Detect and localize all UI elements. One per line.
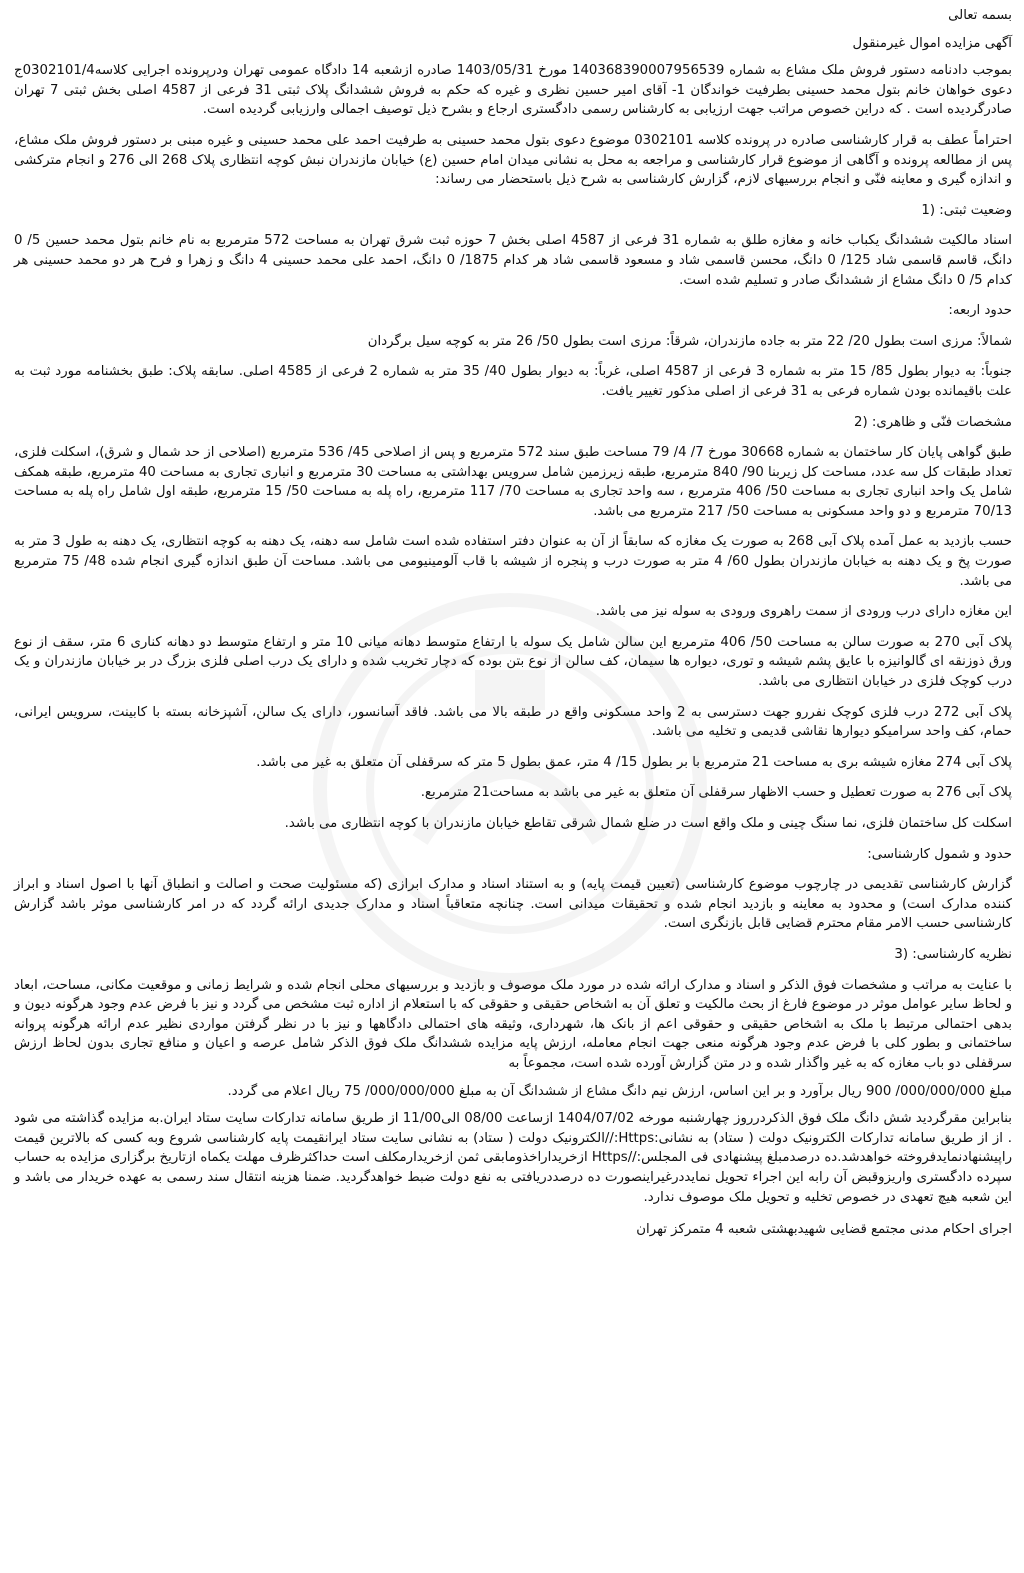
page-title: آگهی مزایده اموال غیرمنقول [852, 35, 1012, 51]
boundaries-south-west: جنوباً: به دیوار بطول 85/ 15 متر به شماره 3 فرعی از 4587 اصلی، غرباً: به دیوار بطول 40/ 35 متر به شماره 2 فرعی از 4585 اصلی. سابقه پلاک: طبق بخشنامه مورد ثبت به علت باقیمانده بودن شماره فرعی به 31 فرعی از اصلی مذکور تغییر یافت. [14, 364, 1012, 399]
plate-272-description: پلاک آبی 272 درب فلزی کوچک نفررو جهت دسترسی به 2 واحد مسکونی واقع در طبقه بالا می باشد. فاقد آسانسور، دارای یک سالن، آشپزخانه بسته با کابینت، سرویس ایرانی، حمام، کف واحد سرامیکو دیوارها نقاشی قدیمی و تخلیه می باشد. [14, 704, 1012, 740]
plate-270-description: پلاک آبی 270 به صورت سالن به مساحت 50/ 406 مترمربع این سالن شامل یک سوله با ارتفاع متوسط دهانه میانی 10 متر و ارتفاع متوسط دو دهانه کناری 6 متر، سقف از نوع ورق ذوزنقه ای گالوانیزه با عایق پشم شیشه و توری، دیواره ها سیمان، کف سالن از نوع بتن بوده که دچار تخریب شده و دارای یک درب اصلی فلزی بزرگ در بر خیابان مازندران و یک درب کوچک فلزی در خیابان انتظاری می باشد. [14, 634, 1013, 690]
issuing-office: اجرای احکام مدنی مجتمع قضایی شهیدبهشتی شعبه 4 متمرکز تهران [636, 1222, 1012, 1238]
technical-specs-heading: مشخصات فنّی و ظاهری: (2 [854, 414, 1012, 430]
expert-opinion-body: با عنایت به مراتب و مشخصات فوق الذکر و اسناد و مدارک ارائه شده در مورد ملک موصوف و بازدید و بررسیهای محلی انجام شده و شرایط زمانی و موقعیت مکانی، مساحت، ابعاد و لحاظ سایر عوامل موثر در موضوع فارغ از بحث مالکیت و تعلق آن به اشخاص حقیقی و حقوقی که با استعلام از اداره ثبت مشخص می گردد و نیز با فرض عدم وجود هرگونه دیون و بدهی احتمالی مرتبط با ملک به اشخاص حقیقی و حقوقی اعم از بانک ها، شهرداری، وثیقه های احتمالی دادگاهها و نیز با در نظر گرفتن مواردی نظیر عدم ارائه هرگونه پروانه ساختمانی و بطور کلی با فرض عدم وجود هرگونه منعی جهت انجام معامله، ارزش پایه مزایده ششدانگ ملک فوق الذکر شامل عرصه و اعیان و منافع تجاری بدون لحاظ ارزش سرقفلی دو باب مغازه که به غیر واگذار شده و در متن گزارش آورده شده است، مجموعاً به [14, 977, 1012, 1071]
expert-opinion-heading: نظریه کارشناسی: (3 [894, 946, 1012, 962]
registration-status-body: اسناد مالکیت ششدانگ یکباب خانه و مغازه طلق به شماره 31 فرعی از 4587 اصلی بخش 7 حوزه ثبت شرق تهران به مساحت 572 مترمربع به نام خانم بتول محمد حسین 5/ 0 دانگ، قاسم قاسمی شاد 125/ 0 دانگ، محسن قاسمی شاد و مسعود قاسمی شاد هر کدام 1875/ 0 دانگ، احمد علی محمد حسینی 4 دانگ و زهرا و فرح هر دو محمد حسینی هر کدام 5/ 0 دانگ مشاع از ششدانگ صادر و تسلیم شده است. [14, 233, 1013, 288]
registration-status-heading: وضعیت ثبتی: (1 [921, 202, 1012, 218]
boundaries-north-east: شمالاً: مرزی است بطول 20/ 22 متر به جاده مازندران، شرقاً: مرزی است بطول 50/ 26 متر به کوچه سیل برگردان [367, 333, 1012, 349]
scope-heading: حدود و شمول کارشناسی: [867, 846, 1012, 862]
salutation: بسمه تعالی [948, 8, 1012, 23]
building-skeleton-note: اسکلت کل ساختمان فلزی، نما سنگ چینی و ملک واقع است در ضلع شمال شرقی تقاطع خیابان مازندران با کوچه انتظاری می باشد. [284, 816, 1012, 831]
scope-body: گزارش کارشناسی تقدیمی در چارچوب موضوع کارشناسی (تعیین قیمت پایه) و به استناد اسناد و مدارک ابرازی (که مسئولیت صحت و اصالت و انطباق آنها با اصول اسناد و ابراز کننده مدارک است) و محدود به معاینه و بازدید انجام شده و تحقیقات میدانی است. چنانچه متعاقباً اسناد و مدارک جدیدی ارائه گردد که در امر کارشناسی موثر باشد گزارش کارشناسی حسب الامر مقام محترم قضایی قابل بازنگری است. [14, 877, 1012, 932]
shop-entrance-note: این مغازه دارای درب ورودی از سمت راهروی ورودی به سوله نیز می باشد. [595, 604, 1012, 620]
valuation-statement: مبلغ 000/000/000/ 900 ریال برآورد و بر این اساس، ارزش نیم دانگ مشاع از ششدانگ آن به مبلغ 000/000/000/ 75 ریال اعلام می گردد. [227, 1083, 1012, 1099]
boundaries-heading: حدود اربعه: [948, 303, 1012, 319]
plate-274-description: پلاک آبی 274 مغازه شیشه بری به مساحت 21 مترمربع با بر بطول 15/ 4 متر، عمق بطول 5 متر که سرقفلی آن متعلق به غیر می باشد. [256, 754, 1012, 770]
expert-intro-paragraph: احتراماً عطف به قرار کارشناسی صادره در پرونده کلاسه 0302101 موضوع دعوی بتول محمد حسینی به طرفیت احمد علی محمد حسینی و غیره مبنی بر دستور فروش ملک مشاع، پس از مطالعه پرونده و آگاهی از موضوع قرار کارشناسی و مراجعه به محل به نشانی میدان امام حسین (ع) خیابان مازندران نبش کوچه انتظاری پلاک 268 الی 276 و انجام مترکشی و اندازه گیری و معاینه فنّی و انجام بررسیهای لازم، گزارش کارشناسی به شرح ذیل باستحضار می رساند: [14, 132, 1012, 188]
plate-268-description: حسب بازدید به عمل آمده پلاک آبی 268 به صورت یک مغازه که سابقاً از آن به عنوان دفتر استفاده شده است شامل سه دهنه، یک دهنه به کوچه انتظاری، یک دهنه به طول 3 متر به صورت پخ و یک دهنه به خیابان مازندران بطول 60/ 4 متر به صورت درب و پنجره از شیشه با قاب آلومینیومی می باشد. مساحت آن طبق اندازه گیری انجام شده 48/ 75 مترمربع می باشد. [14, 534, 1012, 589]
auction-terms: بنابراین مقرگردید شش دانگ ملک فوق الذکردرروز چهارشنبه مورخه 1404/07/02 ازساعت 08/00 الی11/00 از طریق سامانه تدارکات سایت ستاد ایران.به مزایده گذاشته می شود . از از طریق سامانه تدارکات الکترونیک دولت ( ستاد) به نشانی:Https://الکترونیک دولت ( ستاد) به نشانی سایت ستاد ایرانقیمت پایه کارشناسی شروع وبه کسی که بالاترین قیمت راپیشنهادنمایدفروخته خواهدشد.ده درصدمبلغ پیشنهادی فی المجلس://Https ازخریداراخذومابقی ثمن ازخریدارمکلف است حداکثرظرف مهلت یکماه ازتاریخ برگزاری مزایده به حساب سپرده دادگستری واریزوقبض آن رابه این اجراء تحویل نمایددرغیراینصورت ده درصددریافتی به نفع دولت ضبط خواهدگردید. ضمنا هزینه انتقال سند رسمی به عهده خریدار می باشد و این شعبه هیچ تعهدی در خصوص تخلیه و تحویل ملک موصوف ندارد. [14, 1111, 1013, 1205]
intro-paragraph: بموجب دادنامه دستور فروش ملک مشاع به شماره 140368390007956539 مورخ 1403/05/31 صادره ازشعبه 14 دادگاه عمومی تهران ودرپرونده اجرایی کلاسه0302101/4ج دعوی خواهان خانم بتول محمد حسینی بطرفیت خواندگان 1- آقای امیر حسین نظری و غیره که حکم به فروش ششدانگ پلاک ثبتی 31 فرعی از 4587 اصلی بخش ثبتی 7 تهران صادرگردیده است . که دراین خصوص مراتب جهت ارزیابی به کارشناس رسمی دادگستری ارجاع و بشرح ذیل توصیف اجمالی وارزیابی گردیده است. [14, 63, 1013, 118]
technical-specs-body: طبق گواهی پایان کار ساختمان به شماره 30668 مورخ 7/ 4/ 79 مساحت طبق سند 572 مترمربع و پس از اصلاحی 45/ 536 مترمربع (اصلاحی از حد شمال و شرق)، اسکلت فلزی، تعداد طبقات کل سه عدد، مساحت کل زیربنا 90/ 840 مترمربع، طبقه زیرزمین شامل سرویس بهداشتی به مساحت 30 مترمربع و انباری تجاری به مساحت 40 مترمربع، طبقه همکف شامل یک واحد انباری تجاری به مساحت 50/ 406 مترمربع ، سه واحد تجاری به مساحت 70/ 117 مترمربع، راه پله به مساحت 50/ 15 مترمربع، طبقه اول شامل راه پله به مساحت 70/13 مترمربع و دو واحد مسکونی به مساحت 50/ 217 مترمربع می باشد. [14, 445, 1013, 519]
plate-276-description: پلاک آبی 276 به صورت تعطیل و حسب الاظهار سرقفلی آن متعلق به غیر می باشد به مساحت21 مترمربع. [420, 785, 1012, 801]
